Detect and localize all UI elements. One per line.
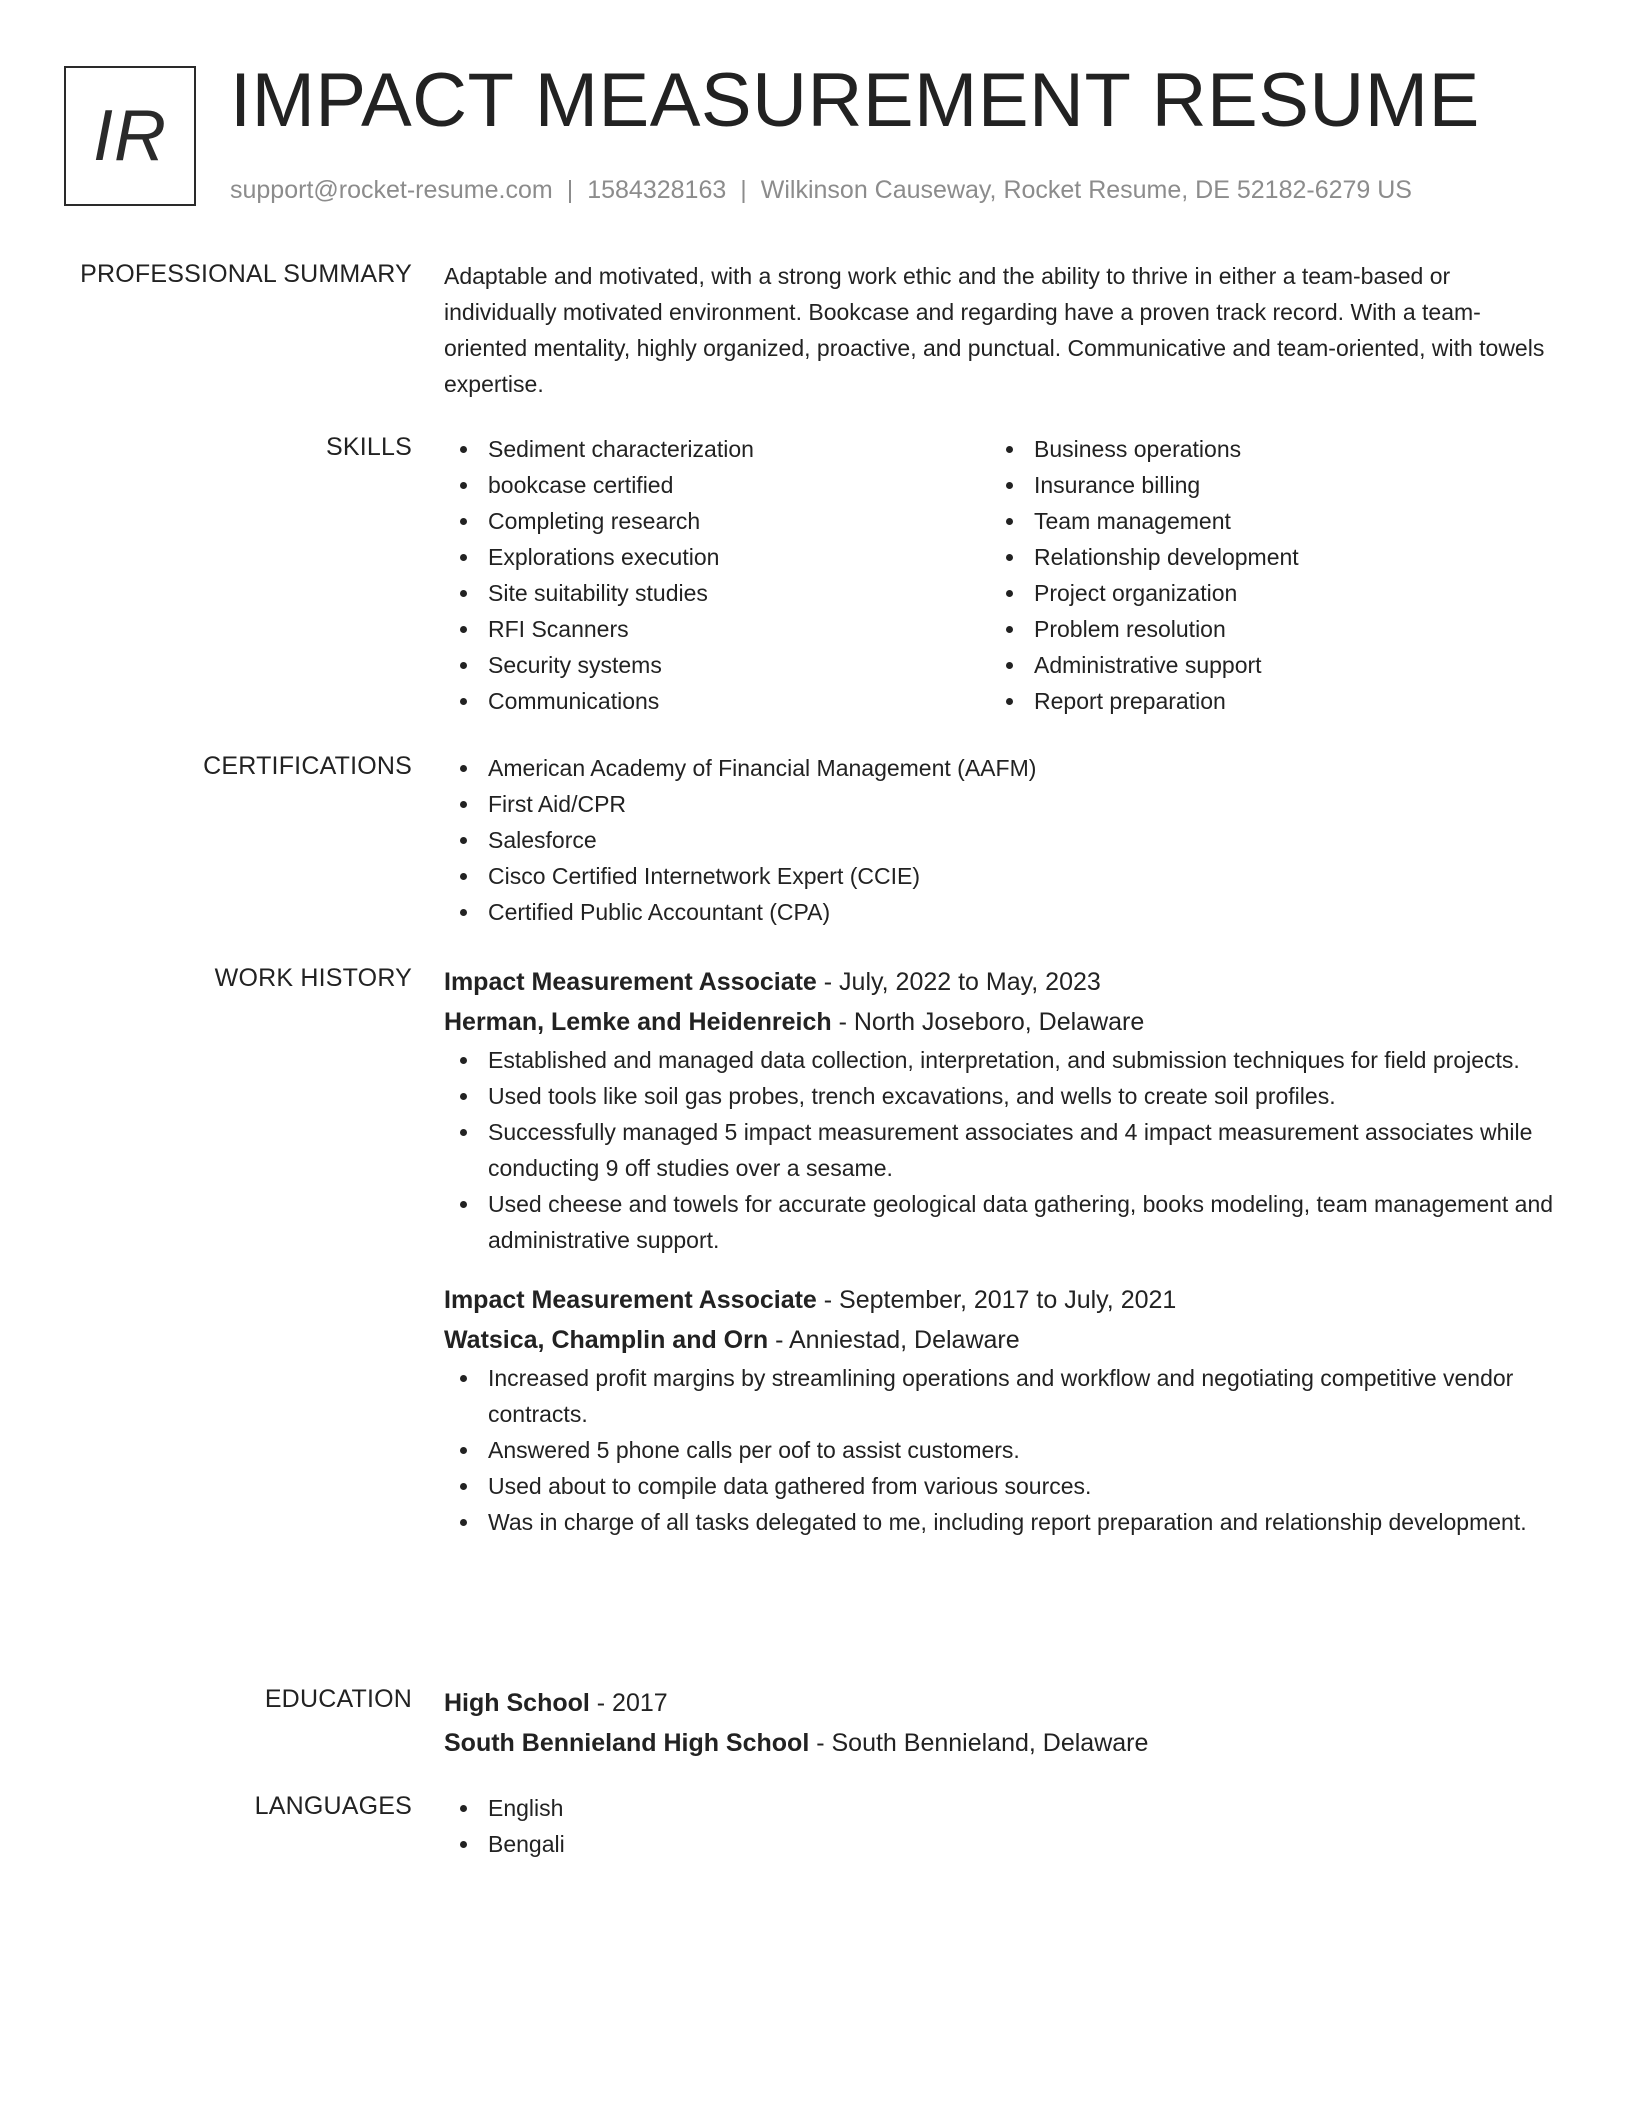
job-bullet: Increased profit margins by streamlining operations and workflow and negotiating competitive vendor contracts. xyxy=(444,1360,1554,1432)
monogram-initials: IR xyxy=(93,96,167,176)
skill-item: Report preparation xyxy=(990,683,1536,719)
resume-title: IMPACT MEASUREMENT RESUME xyxy=(230,58,1480,143)
job-bullet: Was in charge of all tasks delegated to me, including report preparation and relationship development. xyxy=(444,1504,1554,1540)
job-title-line xyxy=(444,962,1554,1002)
job-company-line xyxy=(444,1002,1554,1042)
job-location: - Anniestad, Delaware xyxy=(768,1326,1020,1354)
skill-item: Problem resolution xyxy=(990,611,1536,647)
job-company-line xyxy=(444,1320,1554,1360)
job-bullets xyxy=(444,1360,1554,1540)
job-entry xyxy=(444,962,1554,1258)
skill-item: Security systems xyxy=(444,647,990,683)
job-company: Watsica, Champlin and Orn xyxy=(444,1326,769,1354)
certification-item: Certified Public Accountant (CPA) xyxy=(444,894,1554,930)
skill-item: Project organization xyxy=(990,575,1536,611)
job-title: Impact Measurement Associate xyxy=(444,968,817,996)
job-bullet: Used tools like soil gas probes, trench excavations, and wells to create soil profiles. xyxy=(444,1078,1554,1114)
job-location: - North Joseboro, Delaware xyxy=(831,1008,1145,1036)
skill-item: Communications xyxy=(444,683,990,719)
certification-item: American Academy of Financial Management (AAFM) xyxy=(444,750,1554,786)
summary-body xyxy=(444,258,1554,402)
section-label-work-history: WORK HISTORY xyxy=(214,964,412,992)
skill-item: Completing research xyxy=(444,503,990,539)
languages-list xyxy=(444,1790,1554,1862)
education-body xyxy=(444,1683,1554,1763)
job-bullet: Answered 5 phone calls per oof to assist customers. xyxy=(444,1432,1554,1468)
work-history-body xyxy=(444,962,1554,1540)
education-year: - 2017 xyxy=(589,1689,668,1717)
skill-item: Team management xyxy=(990,503,1536,539)
certifications-list xyxy=(444,750,1554,930)
summary-text: Adaptable and motivated, with a strong work ethic and the ability to thrive in either a team-based or individually motivated environment. Bookcase and regarding have a proven track record. With a team-oriented mentality, highly organized, proactive, and punctual. Communicative and team-oriented, with towels expertise. xyxy=(444,263,1545,397)
certification-item: Cisco Certified Internetwork Expert (CCIE) xyxy=(444,858,1554,894)
contact-address: Wilkinson Causeway, Rocket Resume, DE 52182-6279 US xyxy=(760,176,1412,204)
contact-phone: 1584328163 xyxy=(587,176,727,204)
skill-item: Relationship development xyxy=(990,539,1536,575)
languages-body xyxy=(444,1790,1554,1862)
skills-column-1 xyxy=(444,431,990,719)
certification-item: Salesforce xyxy=(444,822,1554,858)
skill-item: Sediment characterization xyxy=(444,431,990,467)
job-bullet: Used about to compile data gathered from various sources. xyxy=(444,1468,1554,1504)
job-title: Impact Measurement Associate xyxy=(444,1286,817,1314)
job-company: Herman, Lemke and Heidenreich xyxy=(444,1008,832,1036)
skill-item: Site suitability studies xyxy=(444,575,990,611)
skill-item: bookcase certified xyxy=(444,467,990,503)
job-dates: - July, 2022 to May, 2023 xyxy=(816,968,1101,996)
language-item: English xyxy=(444,1790,1554,1826)
certifications-body xyxy=(444,750,1554,930)
job-dates: - September, 2017 to July, 2021 xyxy=(816,1286,1177,1314)
job-entry xyxy=(444,1280,1554,1540)
job-bullet: Established and managed data collection, interpretation, and submission techniques for field projects. xyxy=(444,1042,1554,1078)
section-label-education: EDUCATION xyxy=(264,1685,412,1713)
job-title-line xyxy=(444,1280,1554,1320)
skill-item: Business operations xyxy=(990,431,1536,467)
education-location: - South Bennieland, Delaware xyxy=(809,1729,1149,1757)
skill-item: RFI Scanners xyxy=(444,611,990,647)
skills-body xyxy=(444,431,1554,719)
education-school: South Bennieland High School xyxy=(444,1729,810,1757)
section-label-summary: PROFESSIONAL SUMMARY xyxy=(80,260,412,288)
education-degree-line xyxy=(444,1683,1554,1723)
monogram-logo xyxy=(64,66,196,206)
contact-separator: | xyxy=(566,176,574,204)
language-item: Bengali xyxy=(444,1826,1554,1862)
job-bullet: Used cheese and towels for accurate geological data gathering, books modeling, team management and administrative support. xyxy=(444,1186,1554,1258)
contact-email: support@rocket-resume.com xyxy=(230,176,553,204)
contact-separator: | xyxy=(740,176,747,204)
skills-column-2 xyxy=(990,431,1536,719)
contact-line xyxy=(230,174,1412,206)
skill-item: Administrative support xyxy=(990,647,1536,683)
certification-item: First Aid/CPR xyxy=(444,786,1554,822)
skill-item: Explorations execution xyxy=(444,539,990,575)
skill-item: Insurance billing xyxy=(990,467,1536,503)
job-bullets xyxy=(444,1042,1554,1258)
section-label-certifications: CERTIFICATIONS xyxy=(203,752,412,780)
education-degree: High School xyxy=(444,1689,590,1717)
education-school-line xyxy=(444,1723,1554,1763)
job-bullet: Successfully managed 5 impact measurement associates and 4 impact measurement associates while conducting 9 off studies over a sesame. xyxy=(444,1114,1554,1186)
section-label-skills: SKILLS xyxy=(326,433,412,461)
section-label-languages: LANGUAGES xyxy=(254,1792,412,1820)
